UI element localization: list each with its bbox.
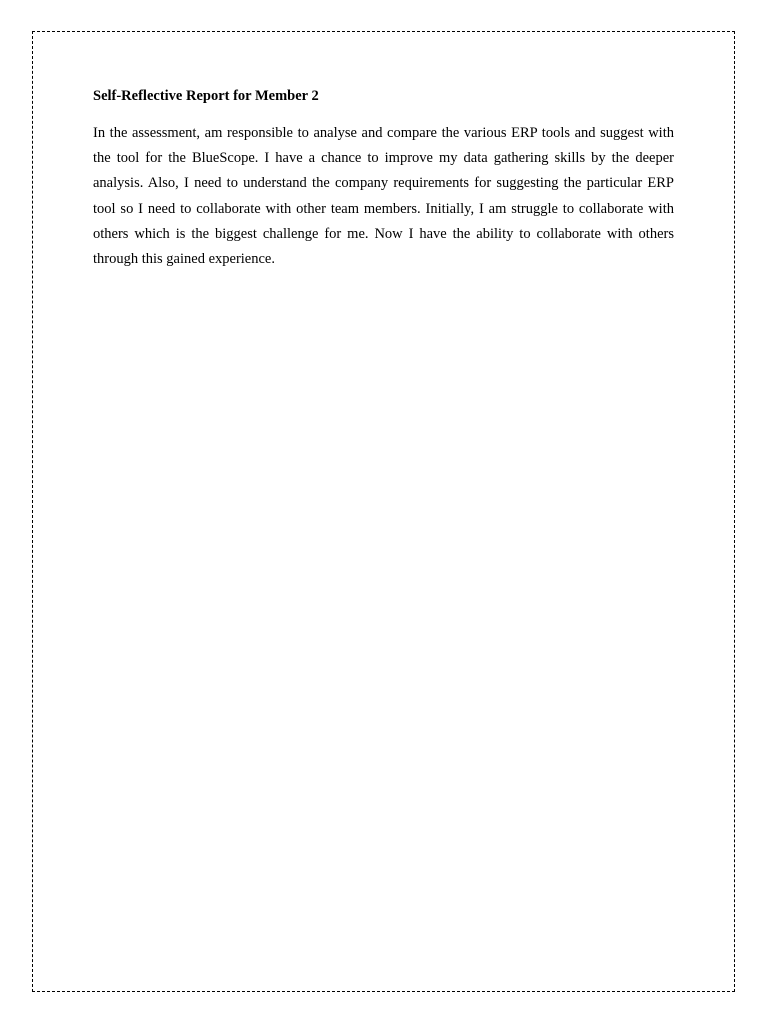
document-content (93, 88, 674, 272)
report-paragraph: In the assessment, am responsible to analyse and compare the various ERP tools and suggest with the tool for the BlueScope. I have a chance to improve my data gathering skills by the deeper analysis. Also, I need to understand the company requirements for suggesting the particular ERP tool so I need to collaborate with other team members. Initially, I am struggle to collaborate with others which is the biggest challenge for me. Now I have the ability to collaborate with others through this gained experience. (93, 125, 674, 268)
report-heading: Self-Reflective Report for Member 2 (93, 88, 319, 104)
